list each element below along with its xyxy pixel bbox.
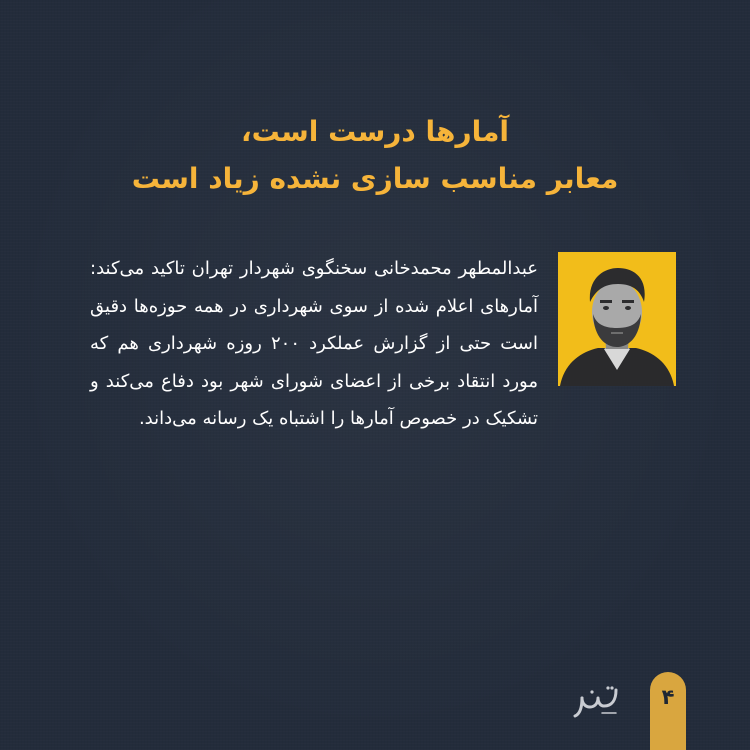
page-number: ۴	[661, 685, 675, 709]
headline	[40, 108, 710, 202]
headline-line-2: معابر مناسب سازی نشده زیاد است	[131, 162, 619, 195]
body-paragraph: عبدالمطهر محمدخانی سخنگوی شهردار تهران تاکید می‌کند: آمارهای اعلام شده از سوی شهرداری در همه حوزه‌ها دقیق است حتی از گزارش عملکرد ۲۰۰ روزه شهرداری هم که مورد انتقاد برخی از اعضای شورای شهر بود دفاع می‌کند و تشکیک در خصوص آمارها را اشتباه یک رسانه می‌داند.	[90, 258, 539, 429]
spokesperson-portrait	[558, 252, 676, 386]
person-portrait-icon	[558, 252, 676, 386]
shargh-logo-icon	[572, 680, 622, 720]
headline-line-1: آمارها درست است،	[240, 115, 510, 148]
page-number-tab	[650, 672, 686, 750]
shargh-logo	[572, 680, 622, 720]
